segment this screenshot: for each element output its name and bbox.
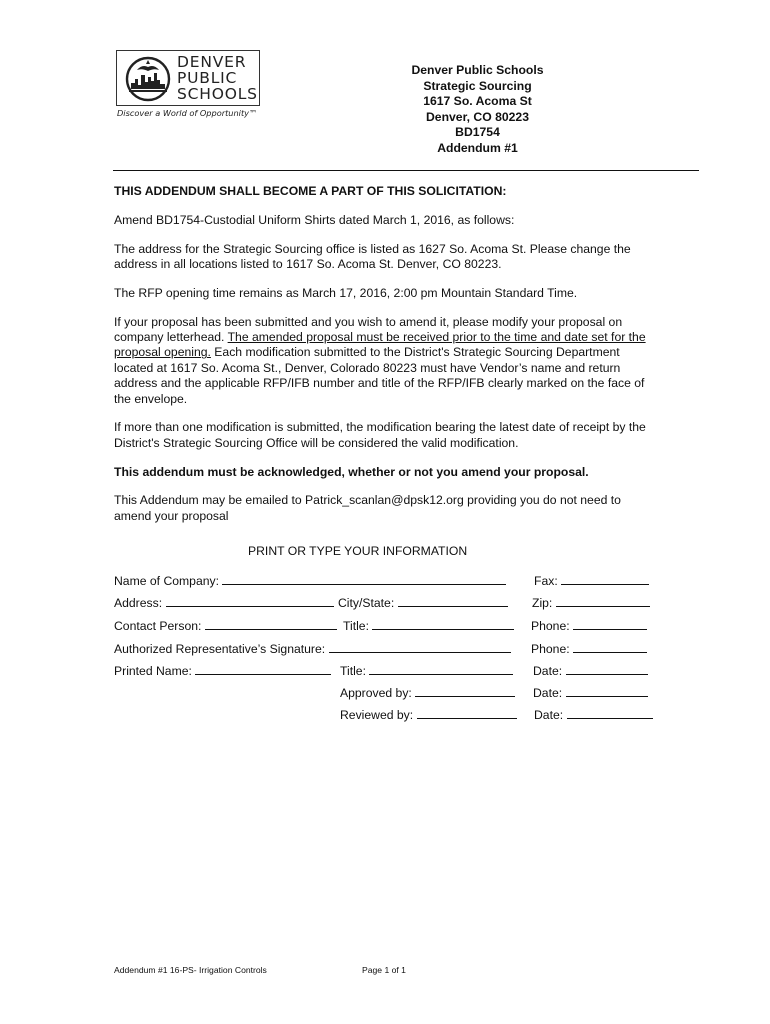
phone2-label: Phone: <box>531 642 570 656</box>
addendum-body <box>114 184 660 538</box>
approved-label: Approved by: <box>340 686 412 700</box>
signature-line[interactable] <box>329 641 511 653</box>
title2-line[interactable] <box>369 663 513 675</box>
contact-field[interactable] <box>114 618 337 633</box>
amend-proposal-underlined: The amended proposal must be received prior to the time and date set for the proposal opening. <box>114 330 646 360</box>
acknowledge-paragraph: This addendum must be acknowledged, whether or not you amend your proposal. <box>114 464 589 479</box>
form-row-company <box>114 573 664 589</box>
logo-wordmark <box>177 54 257 102</box>
company-line[interactable] <box>222 573 506 585</box>
title2-field[interactable] <box>340 663 513 678</box>
date2-line[interactable] <box>566 685 648 697</box>
print-heading: PRINT OR TYPE YOUR INFORMATION <box>248 544 468 558</box>
footer-doc-title: Addendum #1 16-PS- Irrigation Controls <box>114 965 267 975</box>
printed-name-label: Printed Name: <box>114 664 192 678</box>
signature-label: Authorized Representative’s Signature: <box>114 642 326 656</box>
phone2-line[interactable] <box>573 641 647 653</box>
footer-page-number: Page 1 of 1 <box>362 965 406 975</box>
address-line[interactable] <box>166 595 334 607</box>
zip-label: Zip: <box>532 596 553 610</box>
form-row-signature <box>114 641 664 657</box>
header-addendum: Addendum #1 <box>437 140 518 155</box>
printed-name-field[interactable] <box>114 663 331 678</box>
zip-field[interactable] <box>532 595 650 610</box>
zip-line[interactable] <box>556 595 650 607</box>
signature-field[interactable] <box>114 641 511 656</box>
email-paragraph: This Addendum may be emailed to Patrick_scanlan@dpsk12.org providing you do not need to amend your proposal <box>114 493 621 523</box>
date-label: Date: <box>533 664 563 678</box>
skyline-emblem-icon <box>123 55 173 103</box>
amend-paragraph: Amend BD1754-Custodial Uniform Shirts dated March 1, 2016, as follows: <box>114 212 515 227</box>
date2-label: Date: <box>533 686 563 700</box>
multiple-modifications-paragraph: If more than one modification is submitted, the modification bearing the latest date of receipt by the District's Strategic Sourcing Office will be considered the valid modification. <box>114 420 646 450</box>
header-address-block <box>380 63 575 157</box>
form-row-reviewed <box>114 707 664 723</box>
form-row-approved <box>114 685 664 701</box>
header-dept: Strategic Sourcing <box>423 78 532 93</box>
phone2-field[interactable] <box>531 641 647 656</box>
fax-field[interactable] <box>534 573 649 588</box>
address-label: Address: <box>114 596 163 610</box>
date2-field[interactable] <box>533 685 648 700</box>
reviewed-field[interactable] <box>340 707 517 722</box>
city-state-line[interactable] <box>398 595 508 607</box>
logo-word-1: DENVER <box>177 53 247 71</box>
form-row-address <box>114 595 664 611</box>
printed-name-line[interactable] <box>195 663 331 675</box>
phone-field[interactable] <box>531 618 647 633</box>
company-label: Name of Company: <box>114 574 219 588</box>
amend-proposal-paragraph <box>114 315 660 407</box>
header-org: Denver Public Schools <box>411 63 544 77</box>
address-change-paragraph: The address for the Strategic Sourcing office is listed as 1627 So. Acoma St. Please change the address in all locations listed to 1617 So. Acoma St. Denver, CO 80223. <box>114 241 631 271</box>
header-bid-number: BD1754 <box>455 125 500 140</box>
approved-line[interactable] <box>415 685 515 697</box>
date-line[interactable] <box>566 663 648 675</box>
fax-label: Fax: <box>534 574 558 588</box>
reviewed-label: Reviewed by: <box>340 708 414 722</box>
date3-label: Date: <box>534 708 564 722</box>
addendum-heading: THIS ADDENDUM SHALL BECOME A PART OF THIS SOLICITATION: <box>114 184 507 198</box>
phone-line[interactable] <box>573 618 647 630</box>
contact-label: Contact Person: <box>114 619 202 633</box>
city-state-field[interactable] <box>338 595 508 610</box>
phone-label: Phone: <box>531 619 570 633</box>
header-city: Denver, CO 80223 <box>426 109 529 124</box>
form-row-printed-name <box>114 663 664 679</box>
title-label: Title: <box>343 619 369 633</box>
rfp-time-paragraph: The RFP opening time remains as March 17, 2016, 2:00 pm Mountain Standard Time. <box>114 285 578 300</box>
form-row-contact <box>114 618 664 634</box>
company-field[interactable] <box>114 573 506 588</box>
reviewed-line[interactable] <box>417 707 517 719</box>
contact-line[interactable] <box>205 618 337 630</box>
logo-tagline: Discover a World of Opportunity™ <box>117 108 258 118</box>
city-state-label: City/State: <box>338 596 395 610</box>
amend-proposal-text-2: Each modification submitted to the District's Strategic Sourcing Department located at 1617 So. Acoma St., Denver, Colorado 80223 must have Vendor’s name and return address and the applicable RFP/IFB number and title of the RFP/IFB clearly marked on the face of the envelope. <box>114 345 645 406</box>
header-divider <box>113 170 699 171</box>
fax-line[interactable] <box>561 573 649 585</box>
title-line[interactable] <box>372 618 514 630</box>
logo-word-2: PUBLIC <box>177 69 238 87</box>
approved-field[interactable] <box>340 685 515 700</box>
date3-line[interactable] <box>567 707 653 719</box>
dps-logo <box>116 50 262 125</box>
date-field[interactable] <box>533 663 648 678</box>
logo-word-3: SCHOOLS <box>177 85 258 103</box>
amend-proposal-text-1: If your proposal has been submitted and you wish to amend it, please modify your proposal on company letterhead. <box>114 314 623 344</box>
header-street: 1617 So. Acoma St <box>423 94 532 109</box>
logo-frame <box>116 50 260 106</box>
title2-label: Title: <box>340 664 366 678</box>
date3-field[interactable] <box>534 707 653 722</box>
address-field[interactable] <box>114 595 334 610</box>
title-field[interactable] <box>343 618 514 633</box>
